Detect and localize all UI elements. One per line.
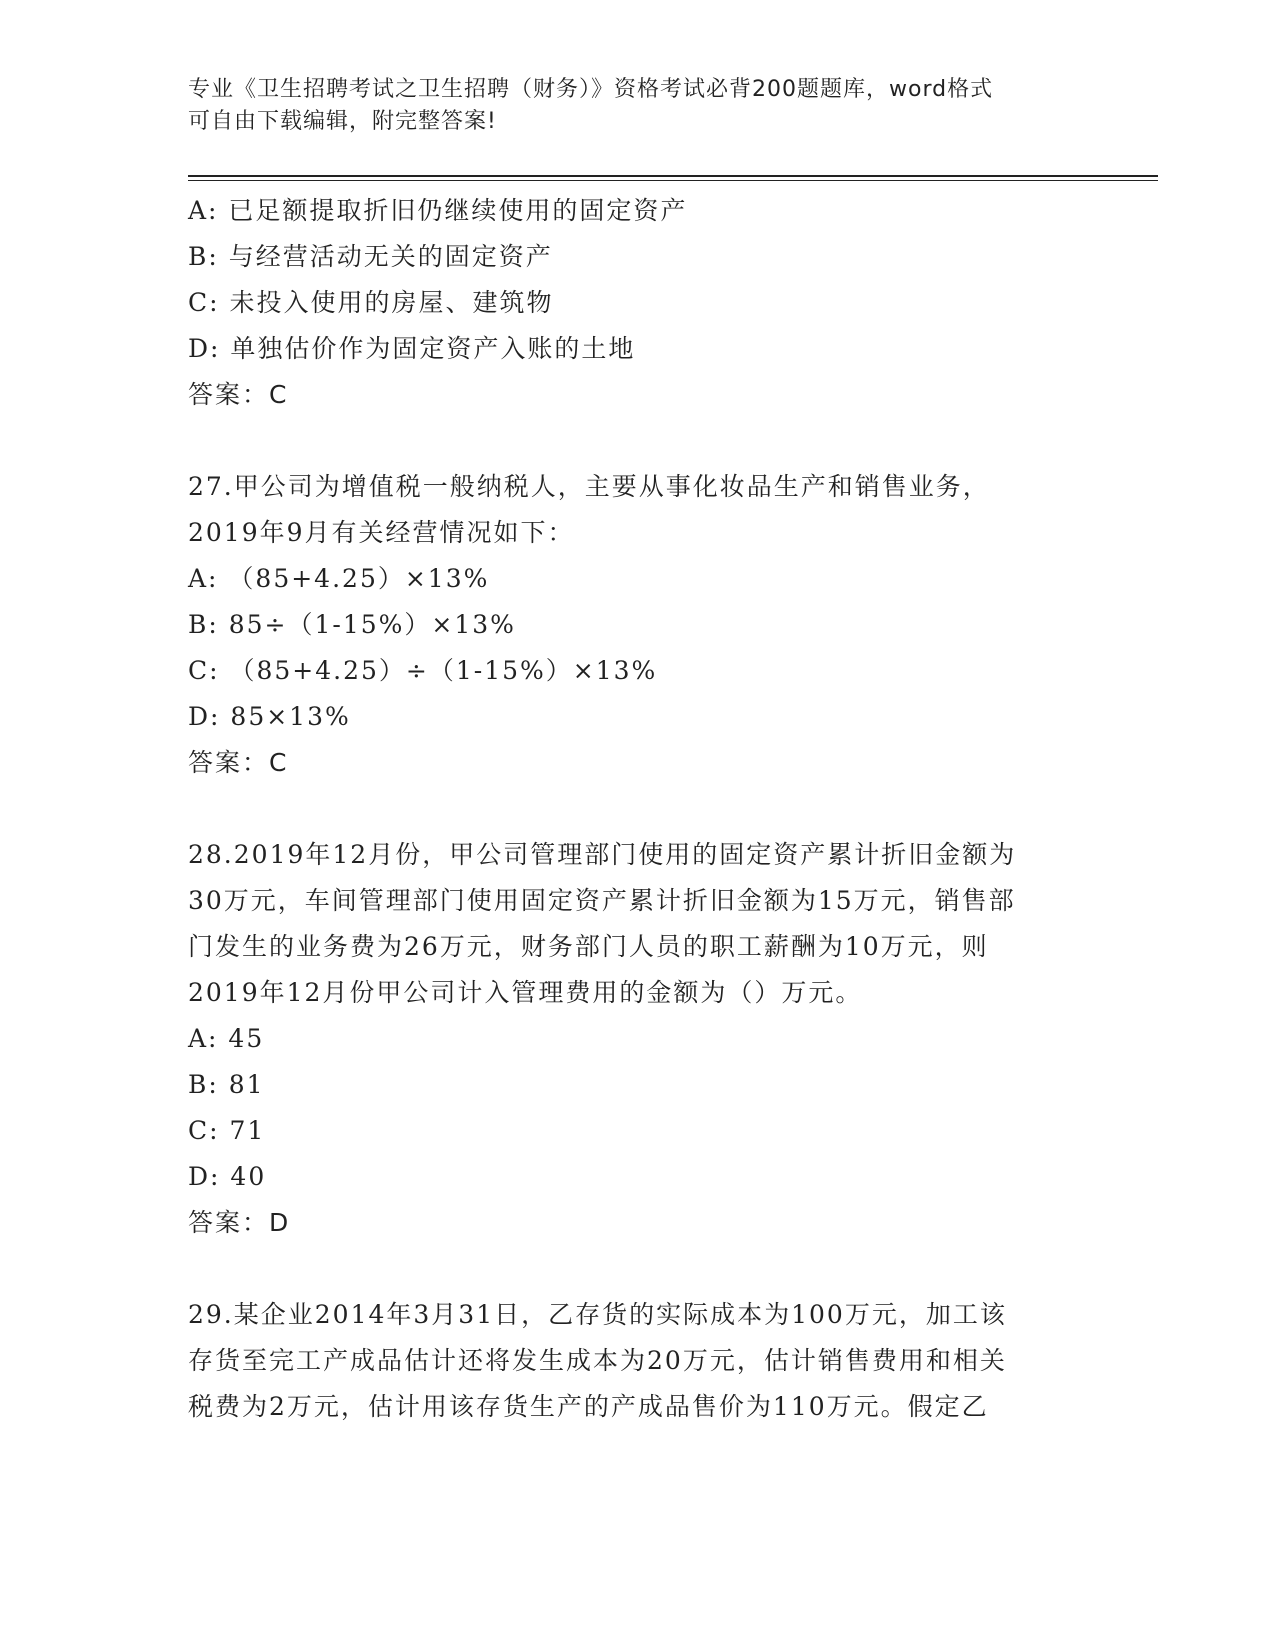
option-b: B: 85÷（1-15%）×13% xyxy=(188,610,516,639)
option-a: A: 已足额提取折旧仍继续使用的固定资产 xyxy=(188,196,688,225)
question-text-line: 存货至完工产成品估计还将发生成本为20万元，估计销售费用和相关 xyxy=(188,1346,1007,1375)
spacer xyxy=(188,786,1088,832)
question-text-line: 30万元，车间管理部门使用固定资产累计折旧金额为15万元，销售部 xyxy=(188,886,1016,915)
option-d: D: 85×13% xyxy=(188,702,351,731)
option-a: A: （85+4.25）×13% xyxy=(188,564,490,593)
question-28-block xyxy=(188,832,1088,1246)
answer: 答案：D xyxy=(188,1208,291,1237)
option-d: D: 单独估价作为固定资产入账的土地 xyxy=(188,334,636,363)
option-d: D: 40 xyxy=(188,1162,267,1191)
question-text-line: 28.2019年12月份，甲公司管理部门使用的固定资产累计折旧金额为 xyxy=(188,840,1017,869)
header-line-2: 可自由下载编辑，附完整答案! xyxy=(188,109,497,134)
option-c: C: 未投入使用的房屋、建筑物 xyxy=(188,288,554,317)
question-29-block xyxy=(188,1292,1088,1430)
question-text-line: 2019年12月份甲公司计入管理费用的金额为（）万元。 xyxy=(188,978,863,1007)
question-text-line: 税费为2万元，估计用该存货生产的产成品售价为110万元。假定乙 xyxy=(188,1392,989,1421)
answer: 答案：C xyxy=(188,748,289,777)
spacer xyxy=(188,1246,1088,1292)
question-text-line: 29.某企业2014年3月31日，乙存货的实际成本为100万元，加工该 xyxy=(188,1300,1007,1329)
question-text-line: 门发生的业务费为26万元，财务部门人员的职工薪酬为10万元，则 xyxy=(188,932,989,961)
option-c: C: （85+4.25）÷（1-15%）×13% xyxy=(188,656,658,685)
option-a: A: 45 xyxy=(188,1024,265,1053)
question-26-block xyxy=(188,188,1088,418)
option-b: B: 与经营活动无关的固定资产 xyxy=(188,242,553,271)
question-27-block xyxy=(188,464,1088,786)
question-text-line: 27.甲公司为增值税一般纳税人，主要从事化妆品生产和销售业务， xyxy=(188,472,990,501)
header-divider-thin xyxy=(188,180,1158,181)
question-text-line: 2019年9月有关经营情况如下： xyxy=(188,518,575,547)
answer: 答案：C xyxy=(188,380,289,409)
header-divider-thick xyxy=(188,175,1158,177)
spacer xyxy=(188,418,1088,464)
document-header xyxy=(188,74,1088,138)
document-body xyxy=(188,188,1088,1430)
header-line-1: 专业《卫生招聘考试之卫生招聘（财务）》资格考试必背200题题库，word格式 xyxy=(188,77,994,102)
option-c: C: 71 xyxy=(188,1116,266,1145)
option-b: B: 81 xyxy=(188,1070,265,1099)
